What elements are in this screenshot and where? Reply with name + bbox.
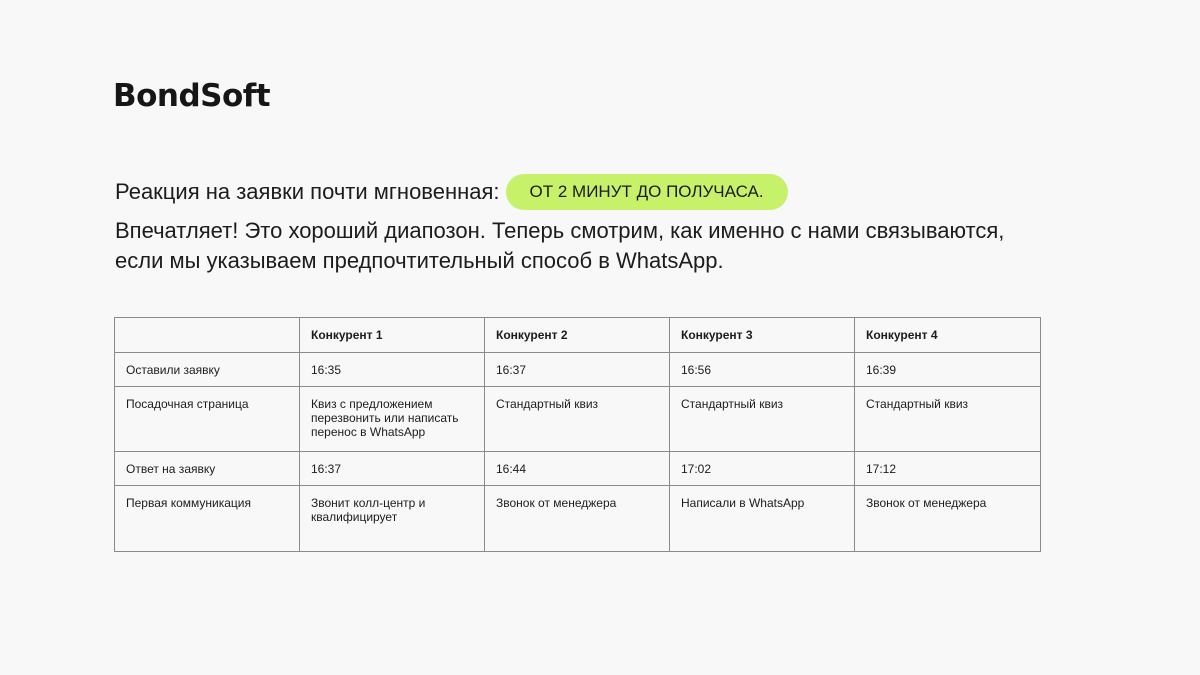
row-label: Посадочная страница [115,387,300,452]
highlight-badge: ОТ 2 МИНУТ ДО ПОЛУЧАСА. [506,174,788,210]
table-cell: Квиз с предложением перезвонить или написать перенос в WhatsApp [300,387,485,452]
table-cell: 17:02 [670,452,855,486]
table-cell: 16:37 [485,353,670,387]
headline: Реакция на заявки почти мгновенная: [115,179,500,204]
table-row [115,452,1041,486]
table-cell: 17:12 [855,452,1041,486]
table-row [115,353,1041,387]
table-header-row [115,318,1041,353]
headline-row [115,173,788,211]
table-cell: Стандартный квиз [670,387,855,452]
header-cell-competitor-2: Конкурент 2 [485,318,670,353]
row-label: Первая коммуникация [115,486,300,552]
table-cell: 16:35 [300,353,485,387]
bondsoft-logo: BondSoft [113,78,271,114]
table-cell: Стандартный квиз [855,387,1041,452]
header-cell-competitor-3: Конкурент 3 [670,318,855,353]
subtitle: Впечатляет! Это хороший диапозон. Теперь смотрим, как именно с нами связываются, если мы указываем предпочтительный способ в WhatsApp. [115,218,1005,273]
header-cell-empty [115,318,300,353]
table-row [115,387,1041,452]
table-cell: Звонок от менеджера [855,486,1041,552]
table-cell: 16:39 [855,353,1041,387]
table-cell: Написали в WhatsApp [670,486,855,552]
table-cell: 16:44 [485,452,670,486]
row-label: Оставили заявку [115,353,300,387]
table-row [115,486,1041,552]
table-cell: 16:56 [670,353,855,387]
competitor-comparison-table [114,317,1041,552]
table-cell: Звонок от менеджера [485,486,670,552]
row-label: Ответ на заявку [115,452,300,486]
header-cell-competitor-4: Конкурент 4 [855,318,1041,353]
table-cell: Стандартный квиз [485,387,670,452]
table-cell: Звонит колл-центр и квалифицирует [300,486,485,552]
table-cell: 16:37 [300,452,485,486]
header-cell-competitor-1: Конкурент 1 [300,318,485,353]
